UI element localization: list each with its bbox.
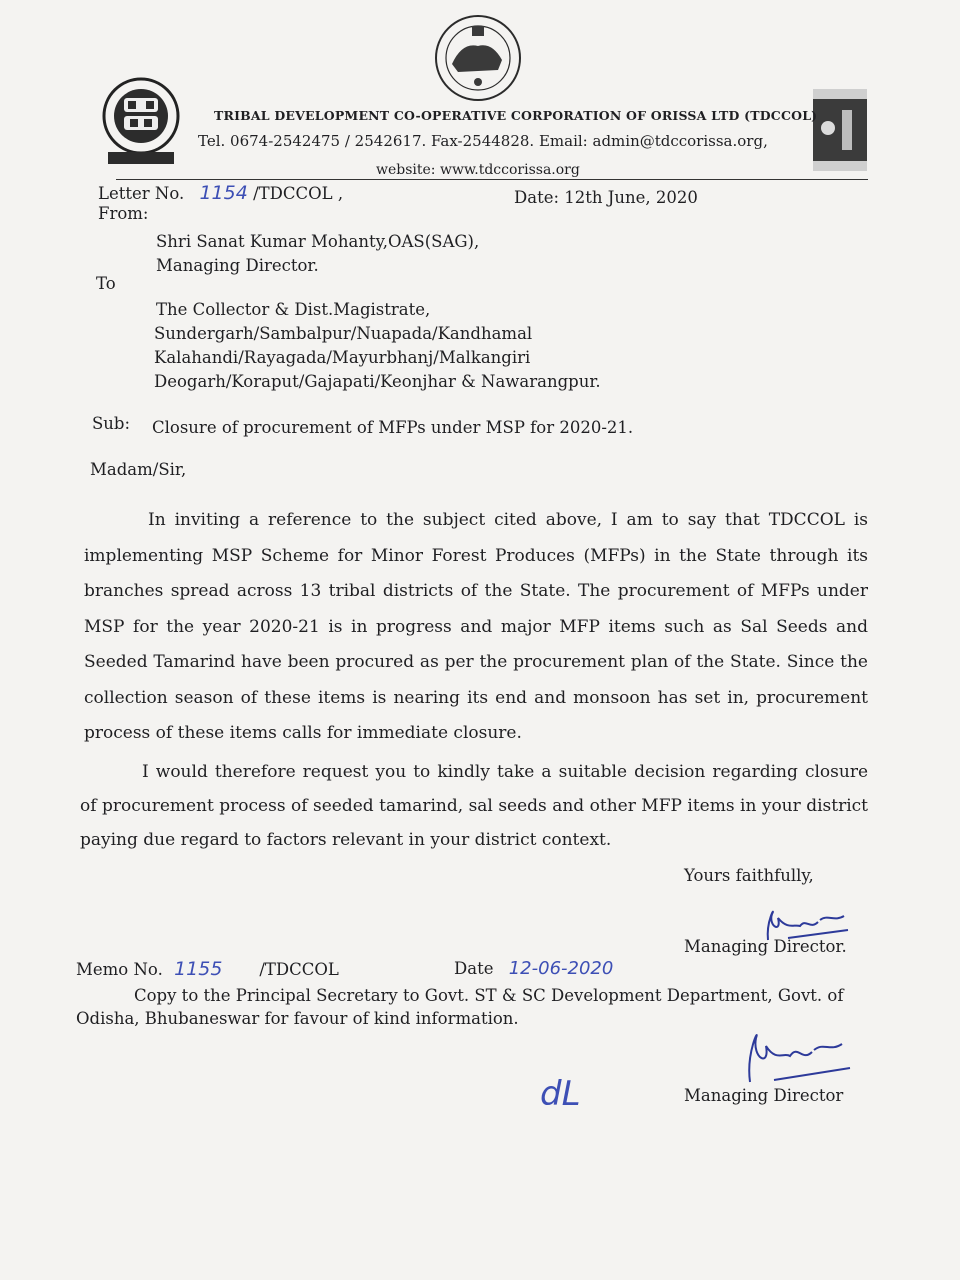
header-divider (116, 179, 868, 180)
tribes-odisha-logo-icon (812, 88, 868, 172)
recipient-line: Deogarh/Koraput/Gajapati/Keonjhar & Nawarangpur. (154, 372, 601, 391)
salutation: Madam/Sir, (90, 460, 187, 479)
recipient-line: Kalahandi/Rayagada/Mayurbhanj/Malkangiri (154, 348, 531, 367)
tdcc-logo-icon (100, 76, 182, 166)
body-paragraph-2: I would therefore request you to kindly take a suitable decision regarding closure of procurement process of seeded tamarind, sal seeds and other MFP items in your district paying due regard to factors relevant in your district context. (80, 762, 868, 850)
letter-no-suffix: /TDCCOL , (253, 184, 344, 203)
odisha-emblem-icon (432, 12, 524, 104)
memo-date-handwritten: 12-06-2020 (508, 958, 614, 979)
memo-suffix: /TDCCOL (259, 960, 339, 979)
subject-label: Sub: (92, 414, 131, 433)
to-label: To (96, 274, 116, 293)
memo-date-label: Date (454, 959, 494, 978)
closing: Yours faithfully, (684, 866, 814, 885)
signatory-title-2: Managing Director (684, 1086, 844, 1105)
subject-text: Closure of procurement of MFPs under MSP for 2020-21. (152, 418, 634, 437)
recipient-line: The Collector & Dist.Magistrate, (156, 300, 431, 319)
signature-icon (730, 1022, 860, 1092)
memo-no-handwritten: 1155 (174, 958, 223, 980)
contact-details: Tel. 0674-2542475 / 2542617. Fax-2544828. Email: admin@tdccorissa.org, (198, 132, 768, 150)
letter-no-label: Letter No. (98, 184, 185, 203)
letter-no-handwritten: 1154 (199, 182, 248, 204)
sender-name: Shri Sanat Kumar Mohanty,OAS(SAG), (156, 232, 480, 251)
letter-number-line (98, 182, 343, 204)
sender-designation: Managing Director. (156, 256, 319, 275)
body-paragraph-1: In inviting a reference to the subject cited above, I am to say that TDCCOL is implementing MSP Scheme for Minor Forest Produces (MFPs) in the State through its branches spread across 13 tribal districts of the State. The procurement of MFPs under MSP for the year 2020-21 is in progress and major MFP items such as Sal Seeds and Seeded Tamarind have been procured as per the procurement plan of the State. Since the collection season of these items is nearing its end and monsoon has set in, procurement process of these items calls for immediate closure. (84, 510, 868, 743)
signatory-title: Managing Director. (684, 937, 847, 956)
website-line: website: www.tdccorissa.org (376, 162, 580, 178)
organization-name: TRIBAL DEVELOPMENT CO-OPERATIVE CORPORATION OF ORISSA LTD (TDCCOL) (214, 108, 818, 123)
memo-label: Memo No. (76, 960, 163, 979)
memo-line (76, 958, 339, 980)
copy-to-text: Copy to the Principal Secretary to Govt. ST & SC Development Department, Govt. of Odisha, Bhubaneswar for favour of kind information. (76, 986, 844, 1028)
recipient-line: Sundergarh/Sambalpur/Nuapada/Kandhamal (154, 324, 533, 343)
initials-handwritten: dL (540, 1074, 581, 1114)
from-label: From: (98, 204, 149, 223)
memo-date-line (454, 958, 613, 979)
letter-date: Date: 12th June, 2020 (514, 188, 698, 207)
